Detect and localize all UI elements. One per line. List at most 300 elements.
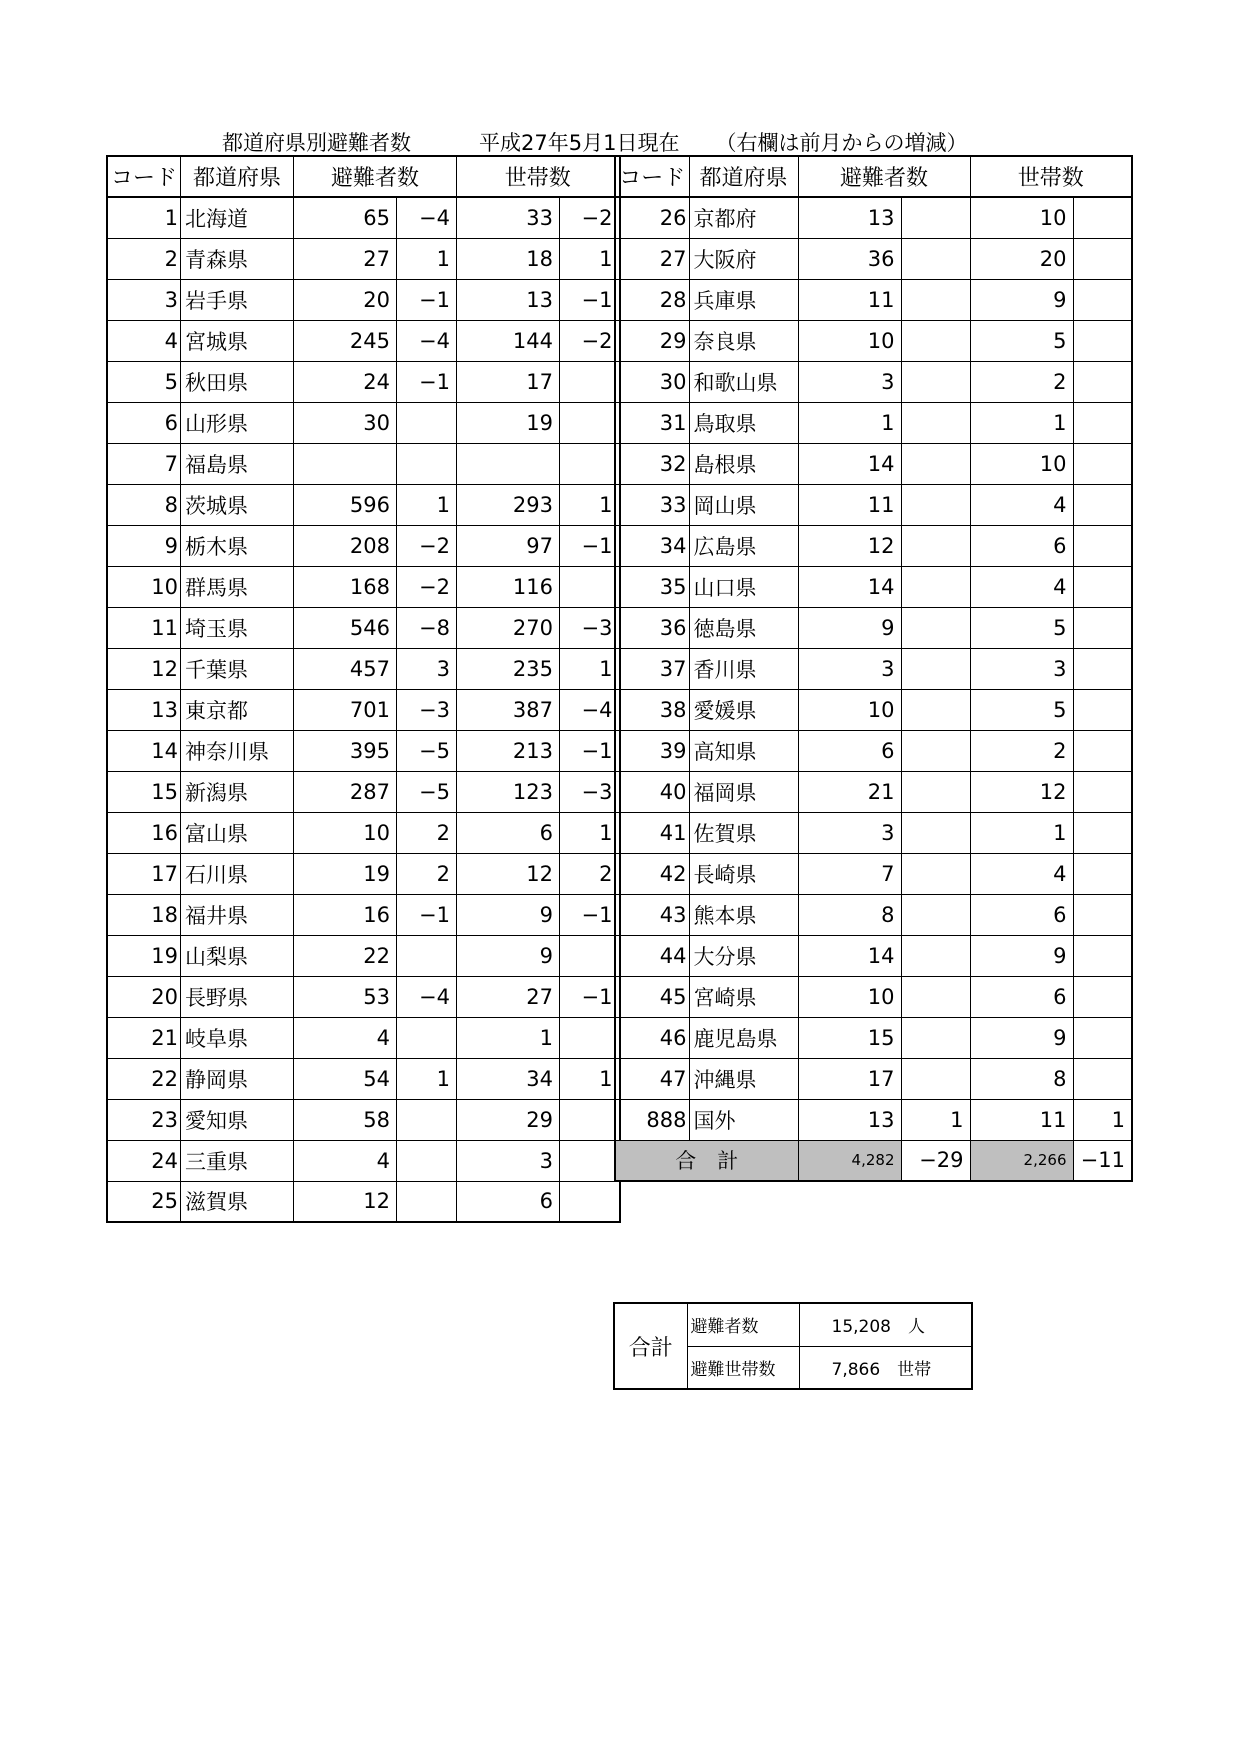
prefecture-code: 17 bbox=[107, 853, 181, 894]
household-count: 6 bbox=[457, 1181, 560, 1222]
household-change bbox=[1073, 238, 1132, 279]
evacuee-count: 14 bbox=[798, 566, 901, 607]
prefecture-code: 6 bbox=[107, 402, 181, 443]
summary-hh-label: 避難世帯数 bbox=[687, 1346, 799, 1389]
household-count: 144 bbox=[457, 320, 560, 361]
prefecture-code: 888 bbox=[615, 1099, 689, 1140]
evacuee-count: 16 bbox=[294, 894, 397, 935]
title-main: 都道府県別避難者数 bbox=[222, 131, 411, 155]
household-count: 2 bbox=[970, 730, 1073, 771]
household-count: 33 bbox=[457, 197, 560, 238]
household-count: 34 bbox=[457, 1058, 560, 1099]
household-count: 123 bbox=[457, 771, 560, 812]
prefecture-code: 42 bbox=[615, 853, 689, 894]
left-table bbox=[106, 155, 621, 1223]
evacuee-count: 15 bbox=[798, 1017, 901, 1058]
household-change bbox=[560, 1140, 620, 1181]
table-row bbox=[615, 1099, 1132, 1140]
evacuee-count: 24 bbox=[294, 361, 397, 402]
table-row bbox=[615, 320, 1132, 361]
prefecture-name: 国外 bbox=[689, 1099, 798, 1140]
table-row bbox=[107, 1017, 620, 1058]
prefecture-name: 東京都 bbox=[181, 689, 294, 730]
prefecture-name: 熊本県 bbox=[689, 894, 798, 935]
prefecture-name: 埼玉県 bbox=[181, 607, 294, 648]
evacuee-count: 12 bbox=[294, 1181, 397, 1222]
evacuee-count: 54 bbox=[294, 1058, 397, 1099]
household-change bbox=[1073, 894, 1132, 935]
table-row bbox=[615, 197, 1132, 238]
prefecture-code: 3 bbox=[107, 279, 181, 320]
prefecture-name: 岩手県 bbox=[181, 279, 294, 320]
evacuee-count: 10 bbox=[294, 812, 397, 853]
household-count: 270 bbox=[457, 607, 560, 648]
table-row bbox=[107, 361, 620, 402]
household-change bbox=[560, 361, 620, 402]
prefecture-name: 鳥取県 bbox=[689, 402, 798, 443]
table-row bbox=[107, 279, 620, 320]
evacuee-change bbox=[901, 443, 970, 484]
evacuee-change: −4 bbox=[397, 320, 457, 361]
household-change bbox=[560, 1017, 620, 1058]
evacuee-count: 30 bbox=[294, 402, 397, 443]
prefecture-name: 茨城県 bbox=[181, 484, 294, 525]
household-change: −2 bbox=[560, 197, 620, 238]
summary-hh-unit: 世帯 bbox=[897, 1359, 932, 1380]
evacuee-count: 3 bbox=[798, 361, 901, 402]
prefecture-name: 長野県 bbox=[181, 976, 294, 1017]
evacuee-count: 11 bbox=[798, 279, 901, 320]
prefecture-name: 大分県 bbox=[689, 935, 798, 976]
prefecture-code: 29 bbox=[615, 320, 689, 361]
prefecture-code: 40 bbox=[615, 771, 689, 812]
household-change: −1 bbox=[560, 894, 620, 935]
table-row bbox=[615, 976, 1132, 1017]
table-row bbox=[107, 1181, 620, 1222]
evacuee-change: −2 bbox=[397, 525, 457, 566]
household-change bbox=[1073, 361, 1132, 402]
evacuee-change: −1 bbox=[397, 361, 457, 402]
household-change: −3 bbox=[560, 771, 620, 812]
evacuee-change bbox=[901, 1017, 970, 1058]
evacuee-count: 395 bbox=[294, 730, 397, 771]
evacuee-change bbox=[901, 976, 970, 1017]
evacuee-change bbox=[397, 1140, 457, 1181]
evacuee-count: 53 bbox=[294, 976, 397, 1017]
prefecture-name: 山形県 bbox=[181, 402, 294, 443]
prefecture-name: 高知県 bbox=[689, 730, 798, 771]
prefecture-code: 10 bbox=[107, 566, 181, 607]
table-row bbox=[615, 1017, 1132, 1058]
table-row bbox=[615, 894, 1132, 935]
evacuee-change bbox=[901, 689, 970, 730]
household-count: 12 bbox=[457, 853, 560, 894]
prefecture-code: 30 bbox=[615, 361, 689, 402]
header-code: コード bbox=[615, 156, 689, 197]
household-count: 8 bbox=[970, 1058, 1073, 1099]
prefecture-name: 栃木県 bbox=[181, 525, 294, 566]
household-change: −3 bbox=[560, 607, 620, 648]
evacuee-count: 9 bbox=[798, 607, 901, 648]
household-change bbox=[1073, 607, 1132, 648]
household-change: −1 bbox=[560, 976, 620, 1017]
household-count: 387 bbox=[457, 689, 560, 730]
evacuee-count: 21 bbox=[798, 771, 901, 812]
summary-table bbox=[613, 1302, 973, 1390]
prefecture-code: 39 bbox=[615, 730, 689, 771]
prefecture-code: 46 bbox=[615, 1017, 689, 1058]
table-row bbox=[107, 1099, 620, 1140]
table-row bbox=[107, 648, 620, 689]
prefecture-name: 福岡県 bbox=[689, 771, 798, 812]
household-change bbox=[1073, 730, 1132, 771]
household-count: 3 bbox=[970, 648, 1073, 689]
evacuee-change: −4 bbox=[397, 197, 457, 238]
table-row bbox=[615, 689, 1132, 730]
grand-total-row bbox=[615, 1140, 1132, 1181]
prefecture-name: 和歌山県 bbox=[689, 361, 798, 402]
evacuee-count: 287 bbox=[294, 771, 397, 812]
prefecture-code: 12 bbox=[107, 648, 181, 689]
prefecture-name: 三重県 bbox=[181, 1140, 294, 1181]
table-row bbox=[615, 279, 1132, 320]
grand-total-evacuee-change: −29 bbox=[901, 1140, 970, 1181]
table-row bbox=[107, 484, 620, 525]
grand-total-household-change: −11 bbox=[1073, 1140, 1132, 1181]
household-count: 9 bbox=[970, 935, 1073, 976]
prefecture-name: 富山県 bbox=[181, 812, 294, 853]
household-change: 1 bbox=[560, 812, 620, 853]
table-row bbox=[107, 320, 620, 361]
evacuee-change bbox=[901, 1058, 970, 1099]
prefecture-code: 38 bbox=[615, 689, 689, 730]
prefecture-code: 23 bbox=[107, 1099, 181, 1140]
prefecture-code: 33 bbox=[615, 484, 689, 525]
evacuee-count: 6 bbox=[798, 730, 901, 771]
evacuee-change: 1 bbox=[397, 484, 457, 525]
summary-evac-cell bbox=[799, 1303, 972, 1346]
prefecture-name: 愛媛県 bbox=[689, 689, 798, 730]
evacuee-change bbox=[901, 484, 970, 525]
prefecture-name: 静岡県 bbox=[181, 1058, 294, 1099]
household-change: 1 bbox=[1073, 1099, 1132, 1140]
table-row bbox=[615, 484, 1132, 525]
household-change: 2 bbox=[560, 853, 620, 894]
household-change: 1 bbox=[560, 238, 620, 279]
evacuee-count: 168 bbox=[294, 566, 397, 607]
prefecture-name: 福島県 bbox=[181, 443, 294, 484]
summary-row-evacuees bbox=[614, 1303, 972, 1346]
prefecture-code: 36 bbox=[615, 607, 689, 648]
household-count bbox=[457, 443, 560, 484]
prefecture-code: 37 bbox=[615, 648, 689, 689]
household-count: 20 bbox=[970, 238, 1073, 279]
household-count: 6 bbox=[970, 976, 1073, 1017]
table-row bbox=[107, 1058, 620, 1099]
grand-total-households: 2,266 bbox=[970, 1140, 1073, 1181]
table-row bbox=[615, 525, 1132, 566]
evacuee-change bbox=[901, 935, 970, 976]
right-table bbox=[614, 155, 1133, 1182]
header-prefecture: 都道府県 bbox=[689, 156, 798, 197]
prefecture-code: 28 bbox=[615, 279, 689, 320]
household-count: 3 bbox=[457, 1140, 560, 1181]
table-row bbox=[107, 566, 620, 607]
evacuee-change bbox=[901, 853, 970, 894]
prefecture-name: 北海道 bbox=[181, 197, 294, 238]
prefecture-code: 7 bbox=[107, 443, 181, 484]
table-row bbox=[107, 525, 620, 566]
household-count: 1 bbox=[970, 812, 1073, 853]
evacuee-count: 27 bbox=[294, 238, 397, 279]
household-count: 10 bbox=[970, 443, 1073, 484]
prefecture-name: 青森県 bbox=[181, 238, 294, 279]
table-row bbox=[615, 238, 1132, 279]
household-change bbox=[560, 1181, 620, 1222]
evacuee-change: 1 bbox=[901, 1099, 970, 1140]
prefecture-code: 19 bbox=[107, 935, 181, 976]
evacuee-change bbox=[901, 730, 970, 771]
prefecture-name: 沖縄県 bbox=[689, 1058, 798, 1099]
prefecture-name: 奈良県 bbox=[689, 320, 798, 361]
prefecture-name: 愛知県 bbox=[181, 1099, 294, 1140]
evacuee-count: 596 bbox=[294, 484, 397, 525]
left-header-row bbox=[107, 156, 620, 197]
prefecture-name: 石川県 bbox=[181, 853, 294, 894]
page-title bbox=[222, 127, 967, 157]
summary-evac-value: 15,208 bbox=[831, 1317, 891, 1338]
household-change bbox=[560, 566, 620, 607]
prefecture-name: 神奈川県 bbox=[181, 730, 294, 771]
household-change bbox=[1073, 402, 1132, 443]
evacuee-count: 8 bbox=[798, 894, 901, 935]
evacuee-change bbox=[901, 197, 970, 238]
prefecture-name: 兵庫県 bbox=[689, 279, 798, 320]
evacuee-change bbox=[901, 771, 970, 812]
household-count: 97 bbox=[457, 525, 560, 566]
household-change bbox=[1073, 1017, 1132, 1058]
evacuee-change: −1 bbox=[397, 894, 457, 935]
household-count: 4 bbox=[970, 566, 1073, 607]
household-count: 27 bbox=[457, 976, 560, 1017]
header-evacuees: 避難者数 bbox=[294, 156, 457, 197]
prefecture-name: 宮城県 bbox=[181, 320, 294, 361]
household-count: 4 bbox=[970, 484, 1073, 525]
table-row bbox=[107, 894, 620, 935]
prefecture-name: 香川県 bbox=[689, 648, 798, 689]
evacuee-change bbox=[397, 1181, 457, 1222]
table-row bbox=[107, 402, 620, 443]
household-count: 5 bbox=[970, 320, 1073, 361]
table-row bbox=[107, 197, 620, 238]
evacuee-count: 546 bbox=[294, 607, 397, 648]
prefecture-code: 22 bbox=[107, 1058, 181, 1099]
evacuee-count: 10 bbox=[798, 976, 901, 1017]
evacuee-count: 1 bbox=[798, 402, 901, 443]
household-change bbox=[1073, 484, 1132, 525]
prefecture-code: 2 bbox=[107, 238, 181, 279]
evacuee-count: 701 bbox=[294, 689, 397, 730]
household-count: 17 bbox=[457, 361, 560, 402]
household-change bbox=[560, 443, 620, 484]
household-change bbox=[1073, 853, 1132, 894]
prefecture-code: 34 bbox=[615, 525, 689, 566]
evacuee-count: 4 bbox=[294, 1017, 397, 1058]
right-header-row bbox=[615, 156, 1132, 197]
prefecture-name: 群馬県 bbox=[181, 566, 294, 607]
evacuee-change bbox=[901, 402, 970, 443]
prefecture-code: 11 bbox=[107, 607, 181, 648]
evacuee-count: 20 bbox=[294, 279, 397, 320]
prefecture-name: 山梨県 bbox=[181, 935, 294, 976]
table-row bbox=[615, 361, 1132, 402]
prefecture-code: 4 bbox=[107, 320, 181, 361]
evacuee-count: 10 bbox=[798, 689, 901, 730]
evacuee-change bbox=[397, 402, 457, 443]
summary-evac-label: 避難者数 bbox=[687, 1303, 799, 1346]
table-row bbox=[615, 443, 1132, 484]
household-count: 116 bbox=[457, 566, 560, 607]
evacuee-change: 3 bbox=[397, 648, 457, 689]
household-change: −1 bbox=[560, 279, 620, 320]
header-households: 世帯数 bbox=[970, 156, 1132, 197]
evacuee-count: 4 bbox=[294, 1140, 397, 1181]
prefecture-code: 32 bbox=[615, 443, 689, 484]
household-change: −1 bbox=[560, 730, 620, 771]
grand-total-label: 合 計 bbox=[615, 1140, 798, 1181]
household-change: −1 bbox=[560, 525, 620, 566]
household-change: 1 bbox=[560, 1058, 620, 1099]
household-count: 1 bbox=[457, 1017, 560, 1058]
prefecture-code: 1 bbox=[107, 197, 181, 238]
household-count: 12 bbox=[970, 771, 1073, 812]
evacuee-count: 7 bbox=[798, 853, 901, 894]
table-row bbox=[615, 771, 1132, 812]
household-change bbox=[1073, 976, 1132, 1017]
prefecture-name: 大阪府 bbox=[689, 238, 798, 279]
evacuee-count: 11 bbox=[798, 484, 901, 525]
household-change: −4 bbox=[560, 689, 620, 730]
evacuee-change bbox=[901, 812, 970, 853]
evacuee-change: 2 bbox=[397, 853, 457, 894]
evacuee-count: 3 bbox=[798, 648, 901, 689]
household-count: 9 bbox=[970, 1017, 1073, 1058]
household-count: 293 bbox=[457, 484, 560, 525]
household-count: 4 bbox=[970, 853, 1073, 894]
prefecture-code: 35 bbox=[615, 566, 689, 607]
table-row bbox=[107, 976, 620, 1017]
evacuee-count: 208 bbox=[294, 525, 397, 566]
prefecture-code: 45 bbox=[615, 976, 689, 1017]
household-change bbox=[1073, 1058, 1132, 1099]
household-change bbox=[1073, 935, 1132, 976]
header-prefecture: 都道府県 bbox=[181, 156, 294, 197]
prefecture-code: 18 bbox=[107, 894, 181, 935]
evacuee-count: 245 bbox=[294, 320, 397, 361]
header-code: コード bbox=[107, 156, 181, 197]
household-change bbox=[1073, 566, 1132, 607]
household-count: 2 bbox=[970, 361, 1073, 402]
prefecture-name: 千葉県 bbox=[181, 648, 294, 689]
table-row bbox=[107, 730, 620, 771]
household-change bbox=[560, 935, 620, 976]
evacuee-change: −8 bbox=[397, 607, 457, 648]
table-row bbox=[615, 853, 1132, 894]
evacuee-change: −2 bbox=[397, 566, 457, 607]
household-count: 6 bbox=[457, 812, 560, 853]
evacuee-change bbox=[901, 238, 970, 279]
prefecture-name: 秋田県 bbox=[181, 361, 294, 402]
prefecture-code: 26 bbox=[615, 197, 689, 238]
table-row bbox=[107, 238, 620, 279]
household-change: 1 bbox=[560, 484, 620, 525]
household-count: 235 bbox=[457, 648, 560, 689]
household-change bbox=[1073, 320, 1132, 361]
evacuee-count: 65 bbox=[294, 197, 397, 238]
household-change bbox=[1073, 443, 1132, 484]
prefecture-name: 広島県 bbox=[689, 525, 798, 566]
household-change: −2 bbox=[560, 320, 620, 361]
summary-hh-value: 7,866 bbox=[831, 1359, 881, 1380]
household-count: 6 bbox=[970, 894, 1073, 935]
prefecture-code: 9 bbox=[107, 525, 181, 566]
household-count: 29 bbox=[457, 1099, 560, 1140]
prefecture-code: 16 bbox=[107, 812, 181, 853]
table-row bbox=[107, 607, 620, 648]
evacuee-change bbox=[901, 320, 970, 361]
prefecture-code: 31 bbox=[615, 402, 689, 443]
table-row bbox=[107, 812, 620, 853]
table-row bbox=[615, 1058, 1132, 1099]
household-change bbox=[1073, 689, 1132, 730]
household-count: 10 bbox=[970, 197, 1073, 238]
prefecture-name: 徳島県 bbox=[689, 607, 798, 648]
evacuee-change: 1 bbox=[397, 238, 457, 279]
evacuee-change bbox=[901, 361, 970, 402]
prefecture-name: 長崎県 bbox=[689, 853, 798, 894]
prefecture-name: 岐阜県 bbox=[181, 1017, 294, 1058]
prefecture-name: 滋賀県 bbox=[181, 1181, 294, 1222]
table-row bbox=[107, 1140, 620, 1181]
summary-label: 合計 bbox=[614, 1303, 687, 1389]
evacuee-change: −3 bbox=[397, 689, 457, 730]
grand-total-evacuees: 4,282 bbox=[798, 1140, 901, 1181]
prefecture-name: 佐賀県 bbox=[689, 812, 798, 853]
evacuee-count: 14 bbox=[798, 935, 901, 976]
household-count: 9 bbox=[970, 279, 1073, 320]
household-change bbox=[560, 402, 620, 443]
table-row bbox=[107, 689, 620, 730]
prefecture-code: 27 bbox=[615, 238, 689, 279]
evacuee-change bbox=[397, 1099, 457, 1140]
prefecture-name: 新潟県 bbox=[181, 771, 294, 812]
household-change bbox=[1073, 279, 1132, 320]
table-row bbox=[107, 771, 620, 812]
evacuee-count: 10 bbox=[798, 320, 901, 361]
household-count: 9 bbox=[457, 894, 560, 935]
evacuee-change bbox=[901, 648, 970, 689]
household-change bbox=[1073, 648, 1132, 689]
table-row bbox=[107, 935, 620, 976]
table-row bbox=[615, 730, 1132, 771]
evacuee-count: 19 bbox=[294, 853, 397, 894]
prefecture-name: 京都府 bbox=[689, 197, 798, 238]
prefecture-code: 44 bbox=[615, 935, 689, 976]
header-households: 世帯数 bbox=[457, 156, 620, 197]
evacuee-change bbox=[901, 894, 970, 935]
evacuee-change bbox=[901, 566, 970, 607]
prefecture-code: 14 bbox=[107, 730, 181, 771]
